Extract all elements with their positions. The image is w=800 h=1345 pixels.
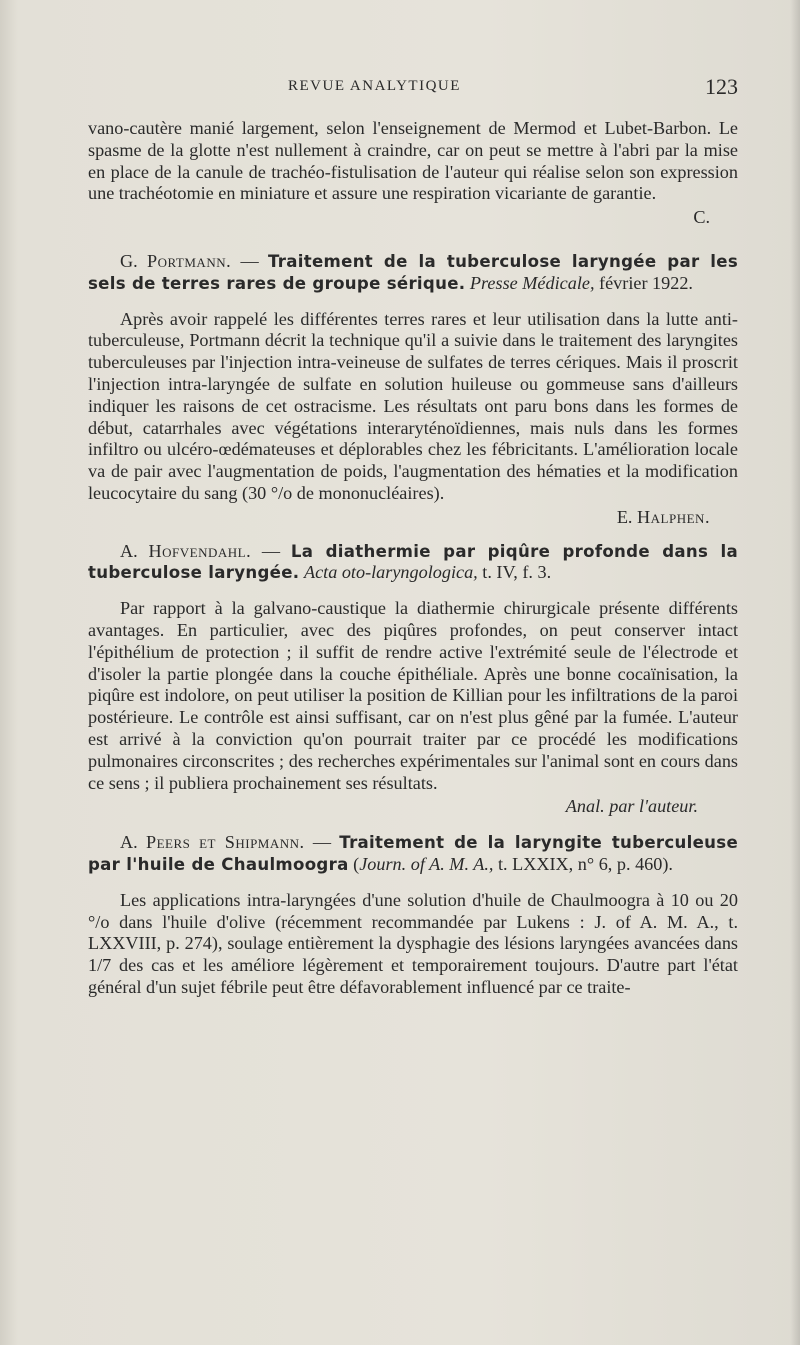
heading-dash: —	[231, 250, 268, 271]
article-citation: t. IV, f. 3.	[477, 562, 552, 583]
author-initial: A.	[120, 540, 138, 561]
article-portmann	[88, 251, 738, 529]
article-source: Presse Médicale,	[469, 272, 595, 293]
author-name: Portmann.	[147, 250, 232, 271]
article-heading	[88, 832, 738, 876]
article-hofvendahl	[88, 541, 738, 819]
article-peers-shipmann	[88, 832, 738, 999]
article-heading	[88, 541, 738, 585]
author-initial: A.	[120, 832, 138, 853]
source-open: (	[348, 853, 360, 874]
page-header	[88, 74, 738, 104]
signature-name: Halphen.	[637, 506, 710, 527]
article-citation: t. LXXIX, n° 6, p. 460).	[493, 853, 673, 874]
article-source: Journ. of A. M. A.,	[359, 853, 494, 874]
article-body: Les applications intra-laryngées d'une solution d'huile de Chaulmoogra à 10 ou 20 °/o dans l'huile d'olive (récemment recommandée par Lukens : J. of A. M. A., t. LXXVIII, p. 274), soulage entièrement la dysphagie des lésions laryngées avancées dans 1/7 des cas et les améliore légèrement et temporairement toujours. D'autre part l'état général d'un sujet fébrile peut être défavorablement influencé par ce traite-	[88, 889, 738, 997]
article-title: La diathermie par piqûre profonde dans la tuberculose laryngée.	[88, 541, 739, 583]
intro-signature: C.	[693, 207, 710, 228]
author-name: Peers et Shipmann.	[145, 832, 305, 853]
article-body: Par rapport à la galvano-caustique la diathermie chirurgicale présente différents avantages. En particulier, avec des piqûres profondes, on peut conserver intact l'épithélium de protection ; il suffit de rendre active l'extrémité seule de l'électrode et d'isoler la partie plongée dans la couche épithéliale. Après une bonne cocaïnisation, la piqûre est indolore, on peut utiliser la position de Killian pour les infiltrations de la paroi postérieure. Le contrôle est ainsi suffisant, car on n'est plus gêné par la fumée. L'auteur est arrivé à la conviction qu'on pourrait traiter par ce procédé les modifications pulmonaires circonscrites ; des recherches expérimentales sur l'animal sont en cours dans ce sens ; il publiera prochainement ses résultats.	[88, 598, 738, 793]
author-name: Hofvendahl.	[148, 540, 252, 561]
article-source: Acta oto-laryngologica,	[303, 562, 478, 583]
article-title: Traitement de la tuberculose laryngée par les sels de terres rares de groupe sérique.	[88, 251, 739, 293]
page-number: 123	[705, 74, 738, 99]
article-title: Traitement de la laryngite tuberculeuse par l'huile de Chaulmoogra	[88, 833, 739, 874]
article-signature	[88, 507, 738, 529]
article-citation: février 1922.	[594, 272, 693, 293]
signature-initial: E.	[616, 506, 633, 527]
running-title: REVUE ANALYTIQUE	[288, 78, 461, 94]
intro-section	[88, 118, 738, 229]
article-body: Après avoir rappelé les différentes terres rares et leur utilisation dans la lutte anti-tuberculeuse, Portmann décrit la technique qu'il a suivie dans le traitement des laryngites tuberculeuses par l'injection intra-veineuse de sulfates de terres cériques. Mais il proscrit l'injection intra-laryngée de sulfate en solution huileuse ou gommeuse sans d'ailleurs indiquer les raisons de cet ostracisme. Les résultats ont paru bons dans les formes de début, catarrhales avec végétations interaryténoïdiennes, mais nuls dans les formes infiltro ou ulcéro-œdémateuses et déplorables chez les fébricitants. L'amélioration locale va de pair avec l'augmentation de poids, l'augmentation des hématies et la modification leucocytaire du sang (30 °/o de mononucléaires).	[88, 308, 738, 503]
intro-paragraph: vano-cautère manié largement, selon l'enseignement de Mermod et Lubet-Barbon. Le spasme de la glotte n'est nullement à craindre, car on peut se mettre à l'abri par la mise en place de la canule de trachéo-fistulisation de l'auteur qui réalise selon son expression une trachéotomie en miniature et assure une respiration vicariante de garantie.	[88, 118, 738, 204]
author-initial: G.	[120, 250, 138, 271]
heading-dash: —	[251, 540, 291, 561]
article-signature: Anal. par l'auteur.	[565, 796, 698, 817]
page-content	[88, 118, 738, 999]
article-heading	[88, 251, 738, 295]
heading-dash: —	[304, 832, 340, 853]
